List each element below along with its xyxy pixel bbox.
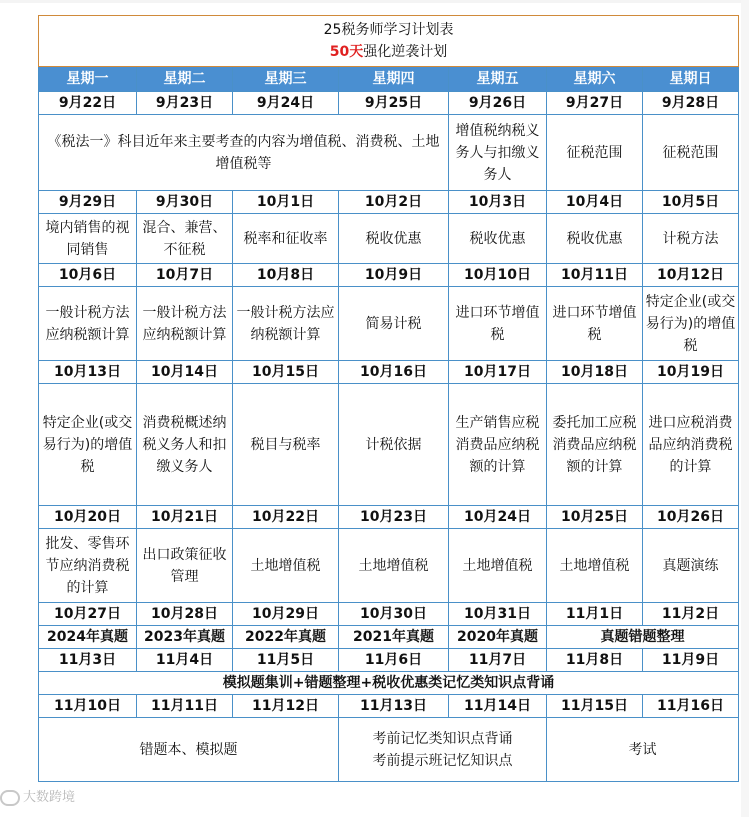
date-cell: 11月8日 [547,649,643,672]
date-cell: 11月10日 [39,695,137,718]
weekday-header: 星期四 [339,67,449,92]
task-cell: 2020年真题 [449,626,547,649]
date-row [39,649,739,672]
watermark-logo-icon [0,790,20,806]
date-row [39,361,739,384]
task-cell: 出口政策征收管理 [137,529,233,603]
date-row [39,191,739,214]
weekday-header: 星期一 [39,67,137,92]
task-cell: 2024年真题 [39,626,137,649]
task-cell: 土地增值税 [547,529,643,603]
task-cell: 消费税概述纳税义务人和扣缴义务人 [137,384,233,506]
study-plan-table [38,15,739,782]
date-cell: 11月14日 [449,695,547,718]
task-cell: 税收优惠 [339,214,449,264]
date-cell: 10月8日 [233,264,339,287]
date-cell: 11月3日 [39,649,137,672]
date-cell: 10月10日 [449,264,547,287]
date-cell: 9月27日 [547,92,643,115]
date-cell: 10月20日 [39,506,137,529]
task-row [39,287,739,361]
date-cell: 10月30日 [339,603,449,626]
task-cell: 境内销售的视同销售 [39,214,137,264]
exam-cell: 考试 [547,718,739,782]
task-cell: 土地增值税 [449,529,547,603]
task-cell: 税目与税率 [233,384,339,506]
date-cell: 10月14日 [137,361,233,384]
date-cell: 10月27日 [39,603,137,626]
date-cell: 10月22日 [233,506,339,529]
date-cell: 10月25日 [547,506,643,529]
date-cell: 11月4日 [137,649,233,672]
weekday-header: 星期三 [233,67,339,92]
final-note-2: 考前提示班记忆知识点 [372,752,513,769]
date-cell: 10月15日 [233,361,339,384]
task-cell: 批发、零售环节应纳消费税的计算 [39,529,137,603]
date-cell: 11月9日 [643,649,739,672]
date-cell: 11月12日 [233,695,339,718]
task-row [39,115,739,191]
title-line1: 25税务师学习计划表 [323,22,454,38]
date-cell: 10月2日 [339,191,449,214]
task-cell: 生产销售应税消费品应纳税额的计算 [449,384,547,506]
scrollbar-track[interactable] [741,0,749,817]
task-cell: 征税范围 [643,115,739,191]
date-cell: 10月3日 [449,191,547,214]
task-cell: 征税范围 [547,115,643,191]
date-row [39,695,739,718]
weekday-header: 星期日 [643,67,739,92]
watermark-text: 大数跨境 [23,790,76,805]
task-cell: 一般计税方法应纳税额计算 [137,287,233,361]
task-cell: 2023年真题 [137,626,233,649]
date-cell: 10月16日 [339,361,449,384]
intro-cell: 《税法一》科目近年来主要考查的内容为增值税、消费税、土地增值税等 [39,115,449,191]
date-cell: 9月29日 [39,191,137,214]
task-row [39,384,739,506]
date-cell: 10月11日 [547,264,643,287]
task-cell: 税收优惠 [547,214,643,264]
date-cell: 10月1日 [233,191,339,214]
weekday-header: 星期二 [137,67,233,92]
date-cell: 10月9日 [339,264,449,287]
date-row [39,264,739,287]
date-cell: 9月30日 [137,191,233,214]
task-cell-merged: 错题本、模拟题 [39,718,339,782]
date-cell: 10月12日 [643,264,739,287]
date-cell: 9月23日 [137,92,233,115]
date-cell: 9月25日 [339,92,449,115]
task-cell: 简易计税 [339,287,449,361]
date-cell: 10月5日 [643,191,739,214]
date-cell: 11月11日 [137,695,233,718]
date-cell: 10月7日 [137,264,233,287]
final-note-1: 考前记忆类知识点背诵 [372,730,513,747]
date-row [39,506,739,529]
date-cell: 11月13日 [339,695,449,718]
task-row [39,214,739,264]
task-cell: 计税依据 [339,384,449,506]
date-cell: 10月4日 [547,191,643,214]
date-cell: 11月16日 [643,695,739,718]
date-cell: 10月23日 [339,506,449,529]
task-cell: 2021年真题 [339,626,449,649]
task-cell: 特定企业(或交易行为)的增值税 [643,287,739,361]
task-cell: 进口环节增值税 [449,287,547,361]
date-cell: 11月7日 [449,649,547,672]
date-cell: 10月17日 [449,361,547,384]
task-row [39,718,739,782]
task-cell: 税率和征收率 [233,214,339,264]
task-cell: 进口应税消费品应纳消费税的计算 [643,384,739,506]
study-plan-table-container [38,15,738,805]
date-cell: 11月15日 [547,695,643,718]
date-row [39,603,739,626]
date-cell: 10月19日 [643,361,739,384]
task-cell: 一般计税方法应纳税额计算 [39,287,137,361]
date-cell: 9月26日 [449,92,547,115]
task-cell: 计税方法 [643,214,739,264]
date-cell: 9月24日 [233,92,339,115]
date-cell: 11月6日 [339,649,449,672]
task-cell: 2022年真题 [233,626,339,649]
weekday-header-row [39,67,739,92]
date-cell: 9月22日 [39,92,137,115]
date-cell: 9月28日 [643,92,739,115]
task-cell: 混合、兼营、不征税 [137,214,233,264]
task-cell: 土地增值税 [339,529,449,603]
date-cell: 11月1日 [547,603,643,626]
task-cell-merged [339,718,547,782]
task-cell: 进口环节增值税 [547,287,643,361]
task-cell: 委托加工应税消费品应纳税额的计算 [547,384,643,506]
title-line2 [41,41,736,63]
date-cell: 10月13日 [39,361,137,384]
table-title [39,16,739,67]
date-cell: 10月6日 [39,264,137,287]
date-cell: 10月24日 [449,506,547,529]
task-cell-merged: 模拟题集训+错题整理+税收优惠类记忆类知识点背诵 [39,672,739,695]
task-cell: 土地增值税 [233,529,339,603]
date-cell: 11月5日 [233,649,339,672]
task-cell: 一般计税方法应纳税额计算 [233,287,339,361]
date-cell: 10月18日 [547,361,643,384]
watermark [0,786,75,806]
date-cell: 11月2日 [643,603,739,626]
weekday-header: 星期五 [449,67,547,92]
task-cell: 特定企业(或交易行为)的增值税 [39,384,137,506]
task-row [39,672,739,695]
date-cell: 10月21日 [137,506,233,529]
task-row [39,529,739,603]
task-cell: 税收优惠 [449,214,547,264]
date-cell: 10月26日 [643,506,739,529]
task-cell-merged: 真题错题整理 [547,626,739,649]
task-row [39,626,739,649]
title-rest: 强化逆袭计划 [363,44,448,60]
date-cell: 10月31日 [449,603,547,626]
date-cell: 10月29日 [233,603,339,626]
task-cell: 真题演练 [643,529,739,603]
date-cell: 10月28日 [137,603,233,626]
date-row [39,92,739,115]
top-strip [0,0,749,3]
task-cell: 增值税纳税义务人与扣缴义务人 [449,115,547,191]
weekday-header: 星期六 [547,67,643,92]
title-highlight: 50天 [329,44,364,60]
